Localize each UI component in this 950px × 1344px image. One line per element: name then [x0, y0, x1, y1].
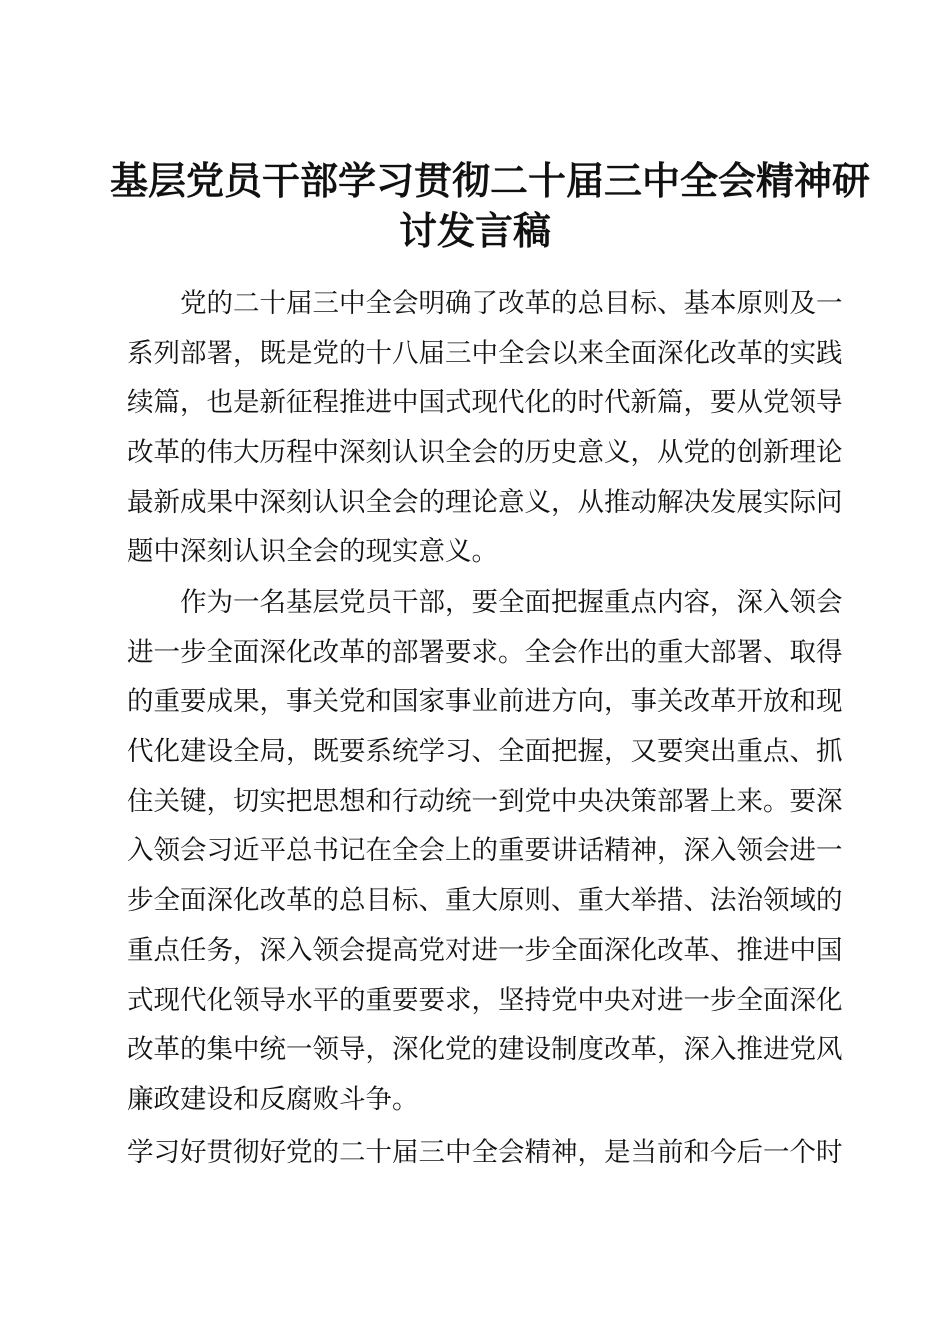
- paragraph-line: 式现代化领导水平的重要要求，坚持党中央对进一步全面深化: [127, 984, 843, 1016]
- paragraph-line: 的重要成果，事关党和国家事业前进方向，事关改革开放和现: [127, 686, 843, 718]
- paragraph-line: 代化建设全局，既要系统学习、全面把握，又要突出重点、抓: [127, 736, 843, 768]
- paragraph-line: 住关键，切实把思想和行动统一到党中央决策部署上来。要深: [127, 785, 843, 817]
- paragraph-2: [127, 578, 843, 1125]
- paragraph-line: 作为一名基层党员干部，要全面把握重点内容，深入领会: [127, 587, 843, 618]
- document-title-line-2: 讨发言稿: [398, 209, 551, 253]
- paragraph-line: 改革的伟大历程中深刻认识全会的历史意义，从党的创新理论: [127, 437, 843, 469]
- paragraph-line: 续篇，也是新征程推进中国式现代化的时代新篇，要从党领导: [127, 387, 843, 419]
- paragraph-line: 最新成果中深刻认识全会的理论意义，从推动解决发展实际问: [127, 486, 843, 518]
- paragraph-1: [127, 279, 843, 577]
- paragraph-line: 题中深刻认识全会的现实意义。: [127, 536, 498, 568]
- paragraph-line: 系列部署，既是党的十八届三中全会以来全面深化改革的实践: [127, 337, 843, 369]
- paragraph-line: 廉政建设和反腐败斗争。: [127, 1083, 419, 1115]
- paragraph-line: 重点任务，深入领会提高党对进一步全面深化改革、推进中国: [127, 934, 843, 966]
- paragraph-3: [127, 1128, 843, 1178]
- paragraph-line: 步全面深化改革的总目标、重大原则、重大举措、法治领域的: [127, 885, 843, 917]
- paragraph-line: 进一步全面深化改革的部署要求。全会作出的重大部署、取得: [127, 636, 843, 668]
- document-title-line-1: 基层党员干部学习贯彻二十届三中全会精神研: [110, 159, 871, 203]
- paragraph-line: 入领会习近平总书记在全会上的重要讲话精神，深入领会进一: [127, 835, 843, 867]
- paragraph-line: 改革的集中统一领导，深化党的建设制度改革，深入推进党风: [127, 1034, 843, 1066]
- paragraph-line: 党的二十届三中全会明确了改革的总目标、基本原则及一: [127, 288, 843, 319]
- paragraph-line: 学习好贯彻好党的二十届三中全会精神，是当前和今后一个时: [127, 1137, 843, 1168]
